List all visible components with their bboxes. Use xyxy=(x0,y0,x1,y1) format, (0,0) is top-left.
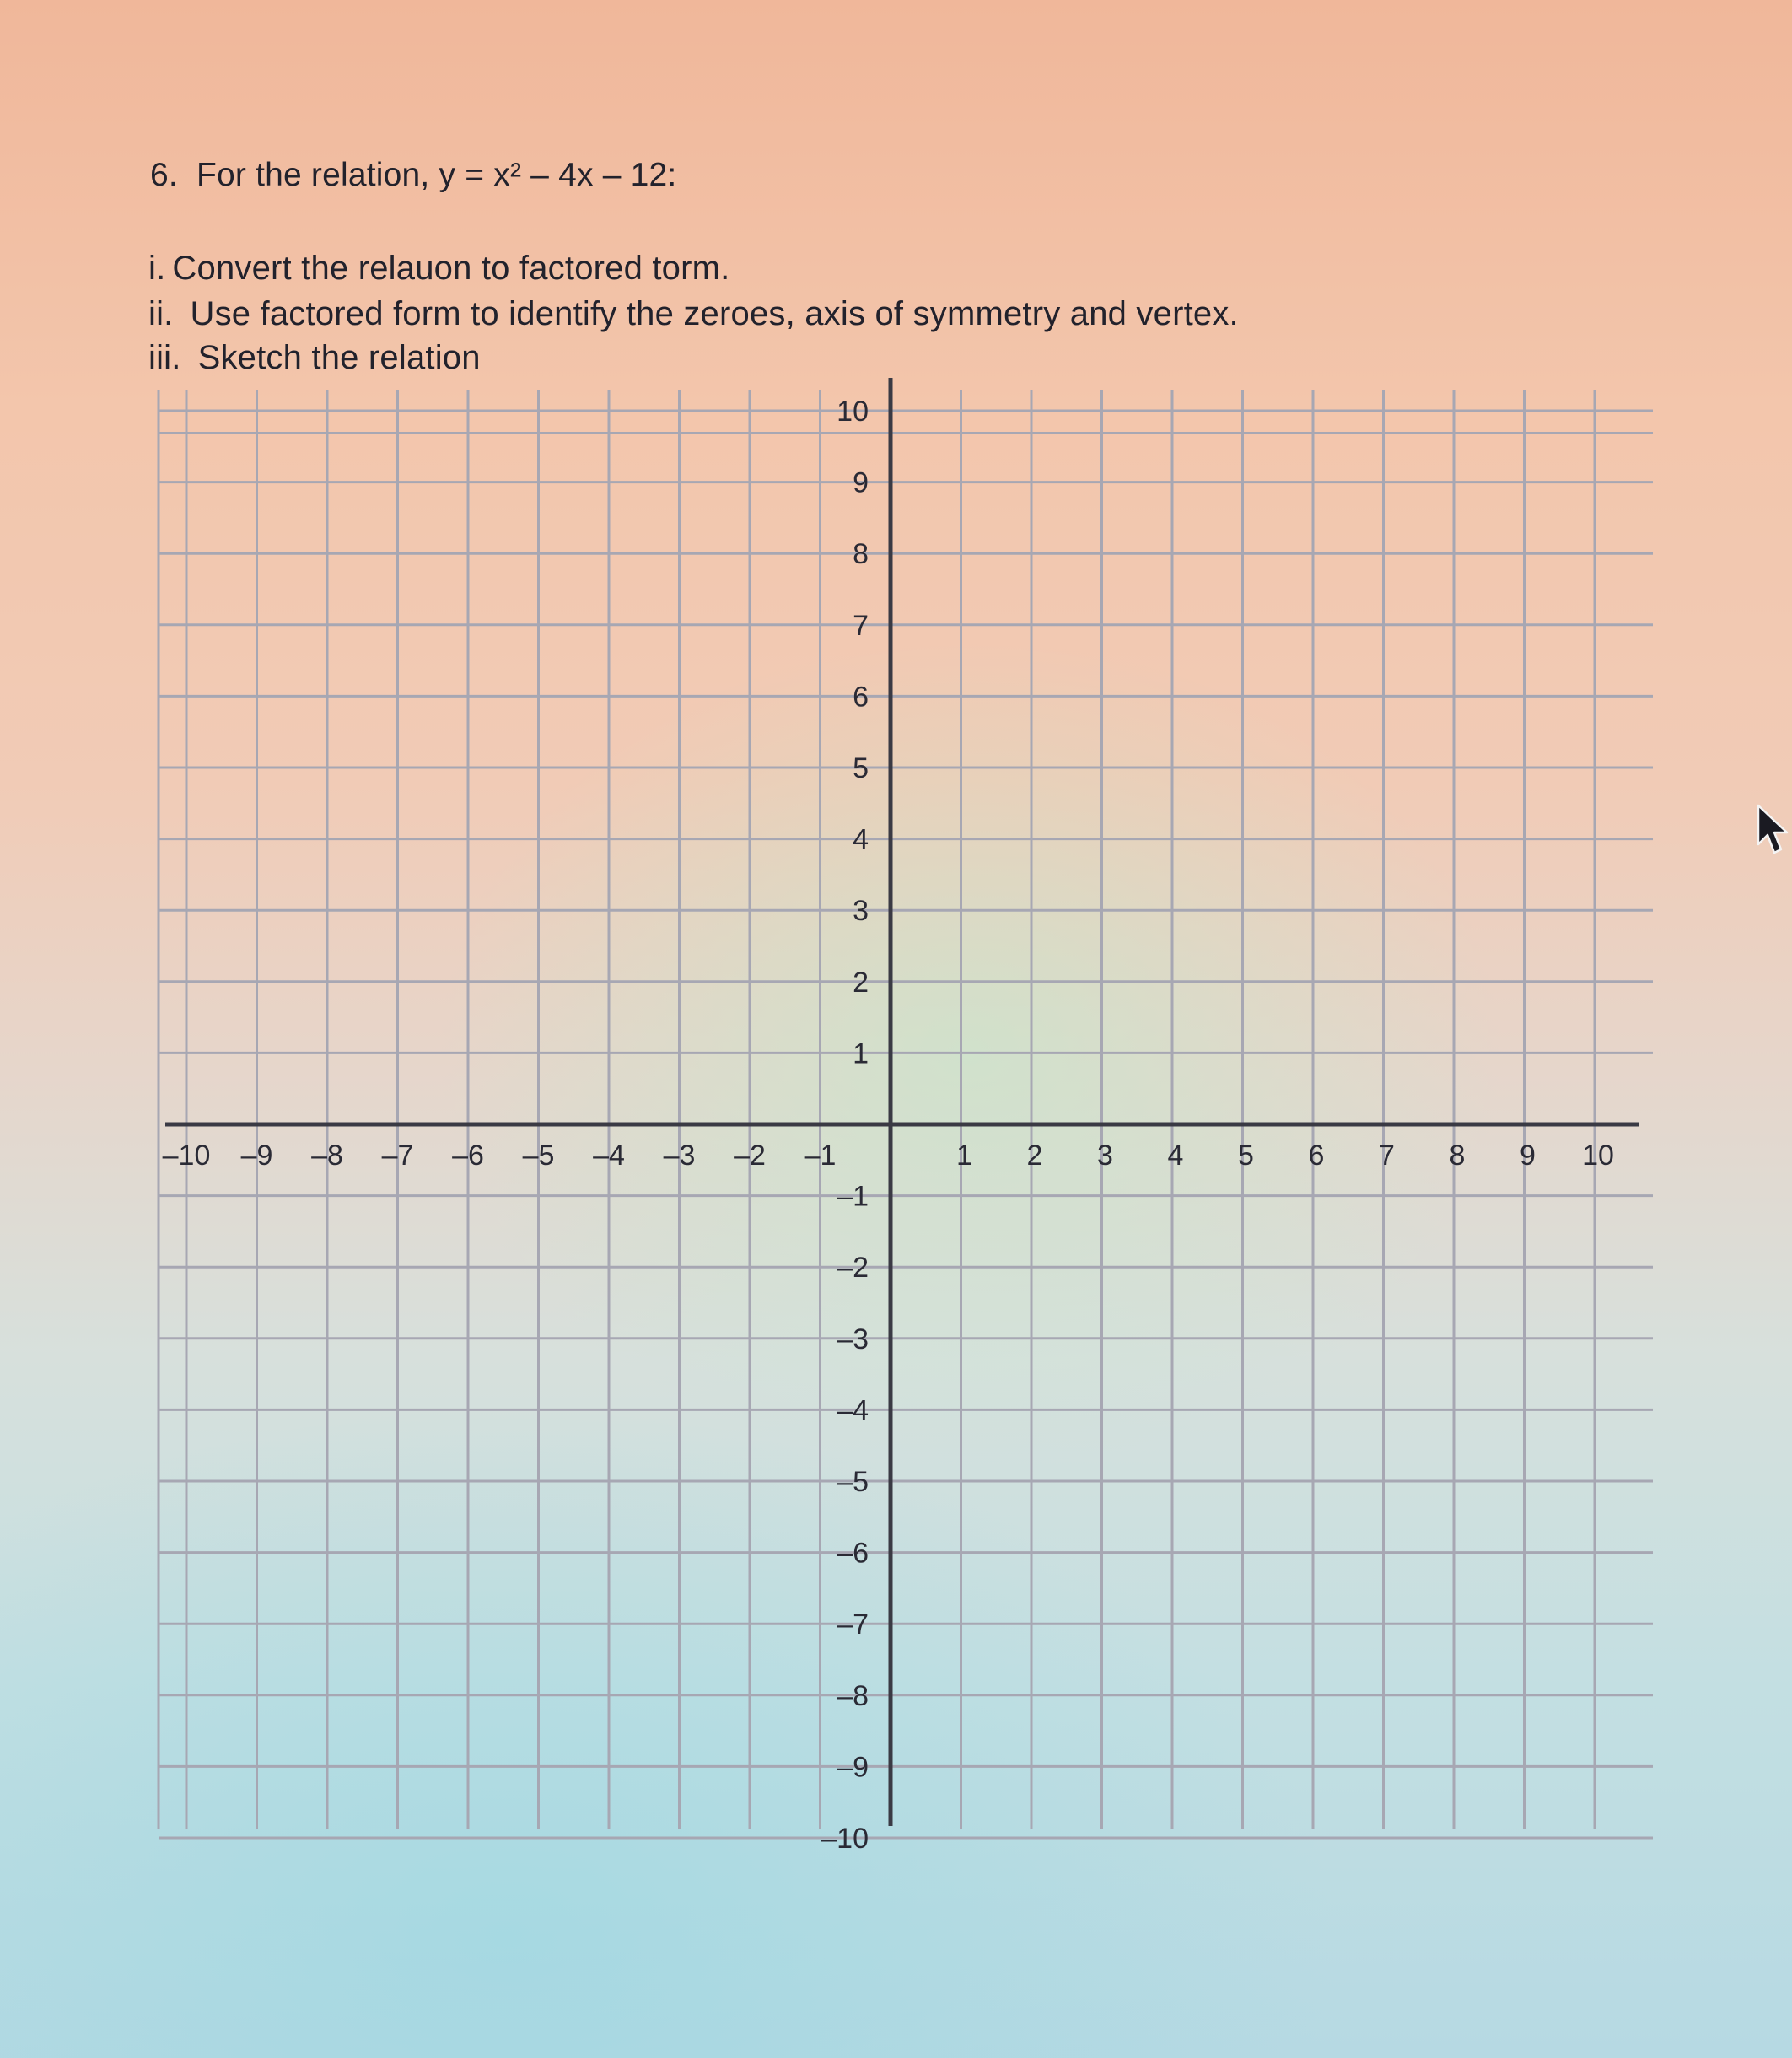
y-tick-label: –2 xyxy=(837,1252,869,1285)
y-tick-label: 2 xyxy=(853,966,869,999)
y-tick-label: 7 xyxy=(853,609,869,642)
y-tick-label: 10 xyxy=(837,396,869,428)
mouse-pointer-icon xyxy=(1756,804,1789,856)
y-tick-label: –7 xyxy=(837,1608,869,1641)
x-tick-label: –6 xyxy=(452,1139,484,1172)
y-tick-label: 8 xyxy=(853,538,869,571)
x-tick-label: –10 xyxy=(162,1139,211,1172)
y-tick-label: –10 xyxy=(821,1823,869,1855)
x-tick-label: –5 xyxy=(522,1139,555,1172)
axes xyxy=(162,378,1639,1826)
y-tick-label: –1 xyxy=(837,1180,869,1213)
part-3-number: iii. xyxy=(148,339,181,376)
grid-lines xyxy=(159,390,1653,1838)
y-tick-label: –6 xyxy=(837,1537,869,1570)
y-tick-label: –9 xyxy=(837,1751,869,1784)
x-tick-label: 4 xyxy=(1167,1139,1184,1172)
x-tick-label: –4 xyxy=(593,1139,625,1172)
x-tick-label: –3 xyxy=(663,1139,696,1172)
part-2-text: Use factored form to identify the zeroes, axis of symmetry and vertex. xyxy=(190,295,1239,332)
y-tick-label: –3 xyxy=(837,1323,869,1355)
x-tick-label: –7 xyxy=(381,1139,414,1172)
x-tick-label: –2 xyxy=(734,1139,766,1172)
y-tick-label: 4 xyxy=(853,823,869,856)
x-axis-tick-labels xyxy=(163,1139,1614,1172)
x-tick-label: 2 xyxy=(1026,1139,1043,1172)
y-tick-label: –8 xyxy=(837,1679,869,1712)
part-3-text: Sketch the relation xyxy=(197,339,481,376)
y-tick-label: 5 xyxy=(853,752,869,784)
part-2-number: ii. xyxy=(148,295,174,332)
x-tick-label: 5 xyxy=(1238,1139,1254,1172)
x-tick-label: 9 xyxy=(1520,1139,1536,1172)
x-tick-label: 6 xyxy=(1308,1139,1325,1172)
x-tick-label: –8 xyxy=(311,1139,343,1172)
y-tick-label: –4 xyxy=(837,1394,869,1427)
x-tick-label: –1 xyxy=(804,1139,837,1172)
y-tick-label: –5 xyxy=(837,1466,869,1498)
x-tick-label: 3 xyxy=(1097,1139,1113,1172)
x-tick-label: 8 xyxy=(1449,1139,1466,1172)
y-tick-label: 3 xyxy=(853,895,869,928)
x-tick-label: 10 xyxy=(1582,1139,1614,1172)
question-prompt: For the relation, y = x² – 4x – 12: xyxy=(196,157,677,193)
x-tick-label: –9 xyxy=(240,1139,273,1172)
y-tick-label: 1 xyxy=(853,1037,869,1070)
y-tick-label: 9 xyxy=(853,466,869,499)
x-tick-label: 1 xyxy=(956,1139,972,1172)
x-tick-label: 7 xyxy=(1379,1139,1395,1172)
part-1-number: i. xyxy=(148,250,166,287)
part-1-text: Convert the relauon to factored torm. xyxy=(172,250,730,287)
question-number: 6. xyxy=(150,157,178,193)
y-tick-label: 6 xyxy=(853,681,869,714)
